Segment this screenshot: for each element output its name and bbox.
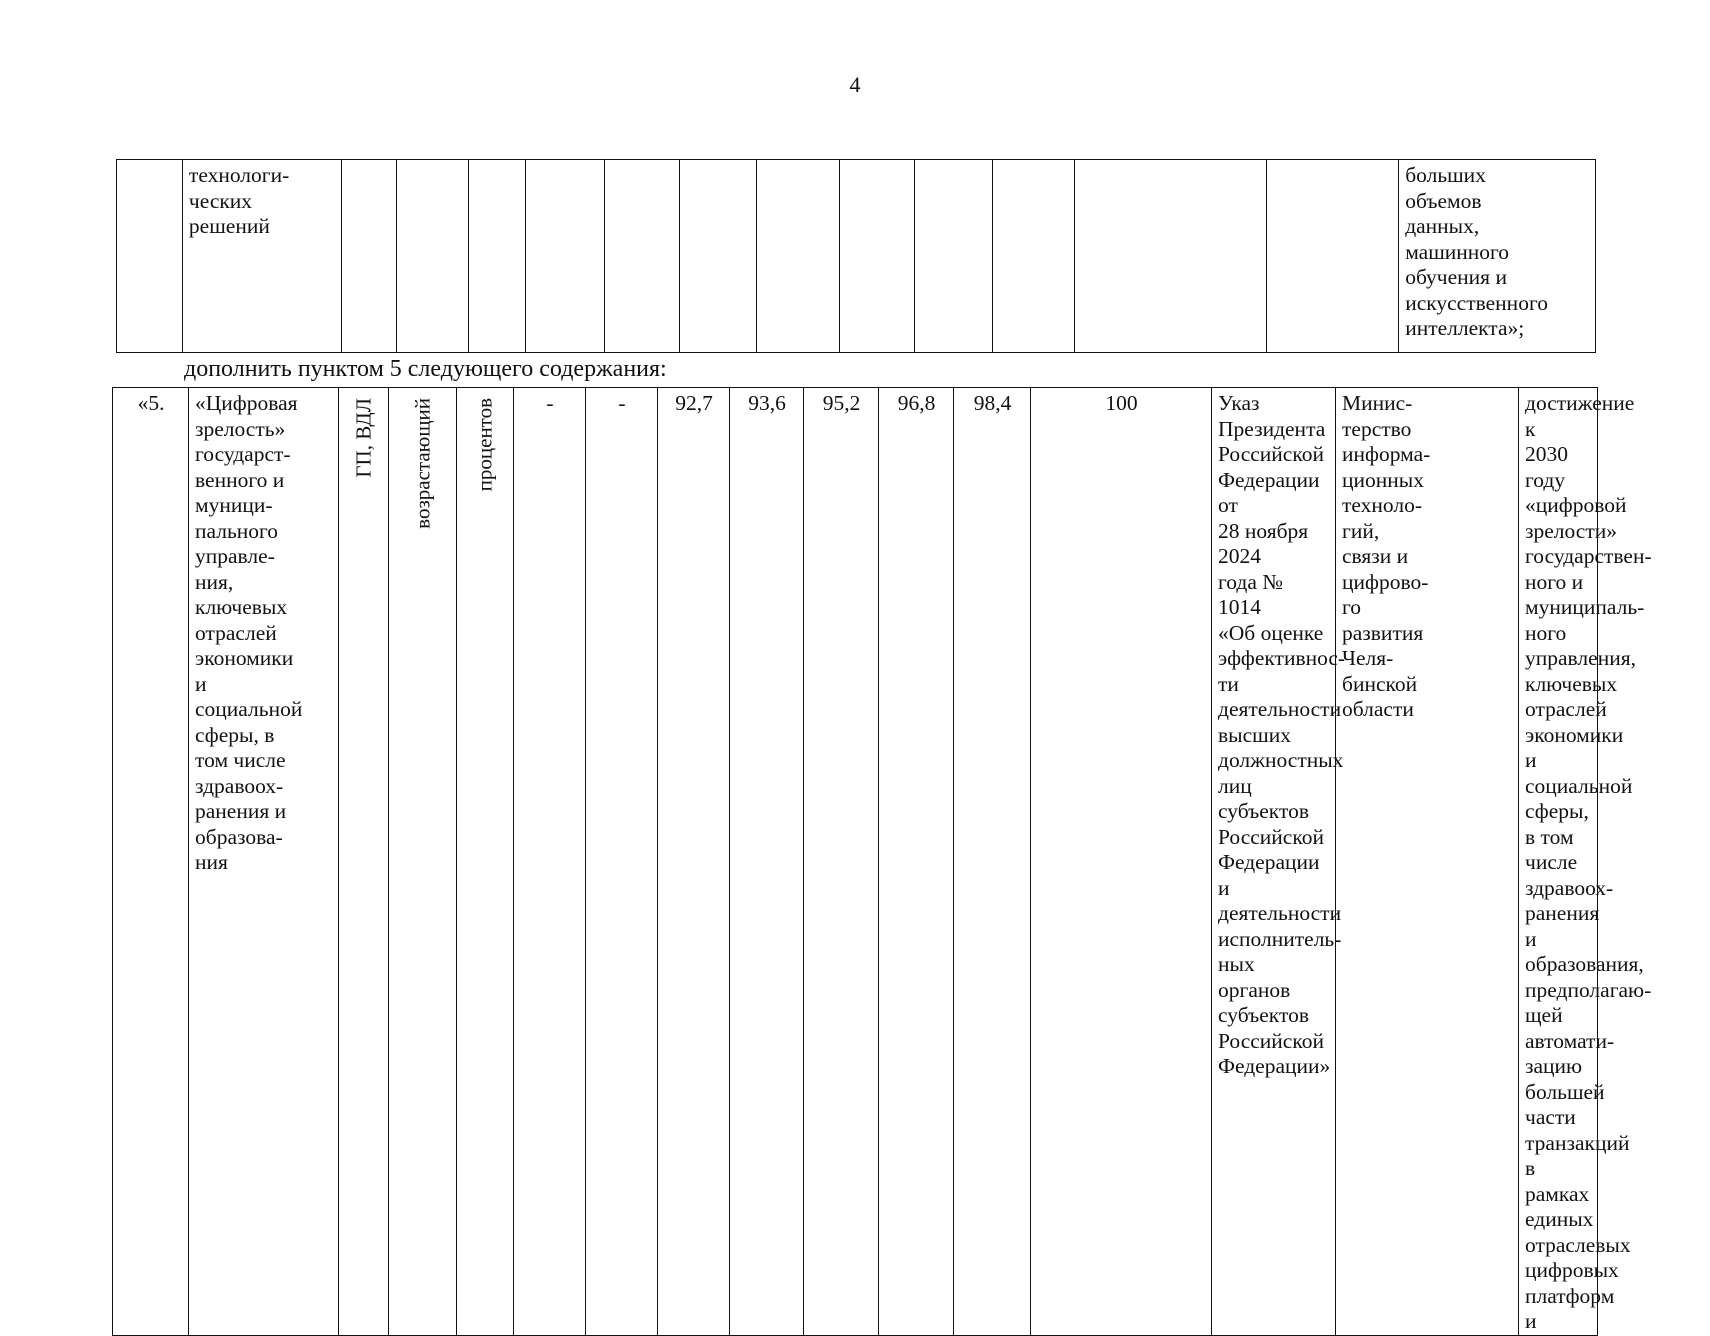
base-cell [526, 160, 605, 353]
level-text: ГП, ВДЛ [350, 398, 375, 478]
unit-cell [457, 388, 514, 1336]
value-cell: 93,6 [730, 388, 804, 1336]
base-cell: - [514, 388, 586, 1336]
goal-cell: достижение к 2030 году «цифровой зрелости» государствен- ного и муниципаль- ного управления, ключевых отраслей экономики и социальной сферы, в том числе здравоох- ранения и образования, предполагаю- щей автомати- зацию большей части транзакций в рамках единых отраслевых цифровых платформ и [1519, 388, 1598, 1336]
table-row [117, 160, 1596, 353]
value-cell [757, 160, 840, 353]
responsible-cell: Минис- терство информа- ционных техноло- гий, связи и цифрово- го развития Челя- бинской области [1336, 388, 1519, 1336]
unit-cell [468, 160, 525, 353]
value-cell [993, 160, 1075, 353]
amendment-text: дополнить пунктом 5 следующего содержания: [184, 356, 667, 382]
value-cell [915, 160, 993, 353]
value-cell [680, 160, 757, 353]
trend-cell [396, 160, 468, 353]
goal-cell: больших объемов данных, машинного обучения и искусственного интеллекта»; [1399, 160, 1596, 353]
level-cell [342, 160, 396, 353]
level-cell [339, 388, 389, 1336]
row-number-cell: «5. [113, 388, 189, 1336]
value-cell: 92,7 [658, 388, 730, 1336]
value-cell [839, 160, 914, 353]
document-cell [1074, 160, 1266, 353]
value-cell: 95,2 [804, 388, 879, 1336]
indicators-table-new-row [112, 387, 1652, 1336]
unit-text: процентов [472, 398, 497, 492]
base-cell: - [586, 388, 658, 1336]
trend-text: возрастающий [409, 398, 434, 529]
responsible-cell [1267, 160, 1399, 353]
table-row [113, 388, 1598, 1336]
base-cell [605, 160, 680, 353]
row-number-cell [117, 160, 183, 353]
value-cell: 96,8 [879, 388, 954, 1336]
page-number: 4 [849, 72, 861, 97]
value-cell: 98,4 [954, 388, 1031, 1336]
indicator-name-cell: технологи- ческих решений [182, 160, 341, 353]
indicator-name-cell: «Цифровая зрелость» государст- венного и муници- пального управле- ния, ключевых отраслей экономики и социальной сферы, в том числе здравоох- ранения и образова- ния [189, 388, 339, 1336]
value-cell: 100 [1031, 388, 1212, 1336]
trend-cell [389, 388, 457, 1336]
document-cell: Указ Президента Российской Федерации от 28 ноября 2024 года № 1014 «Об оценке эффективнос- ти деятельности высших должностных лиц субъектов Российской Федерации и деятельности исполнитель- ных органов субъектов Российской Федерации» [1212, 388, 1336, 1336]
indicators-table-continuation [116, 159, 1596, 353]
